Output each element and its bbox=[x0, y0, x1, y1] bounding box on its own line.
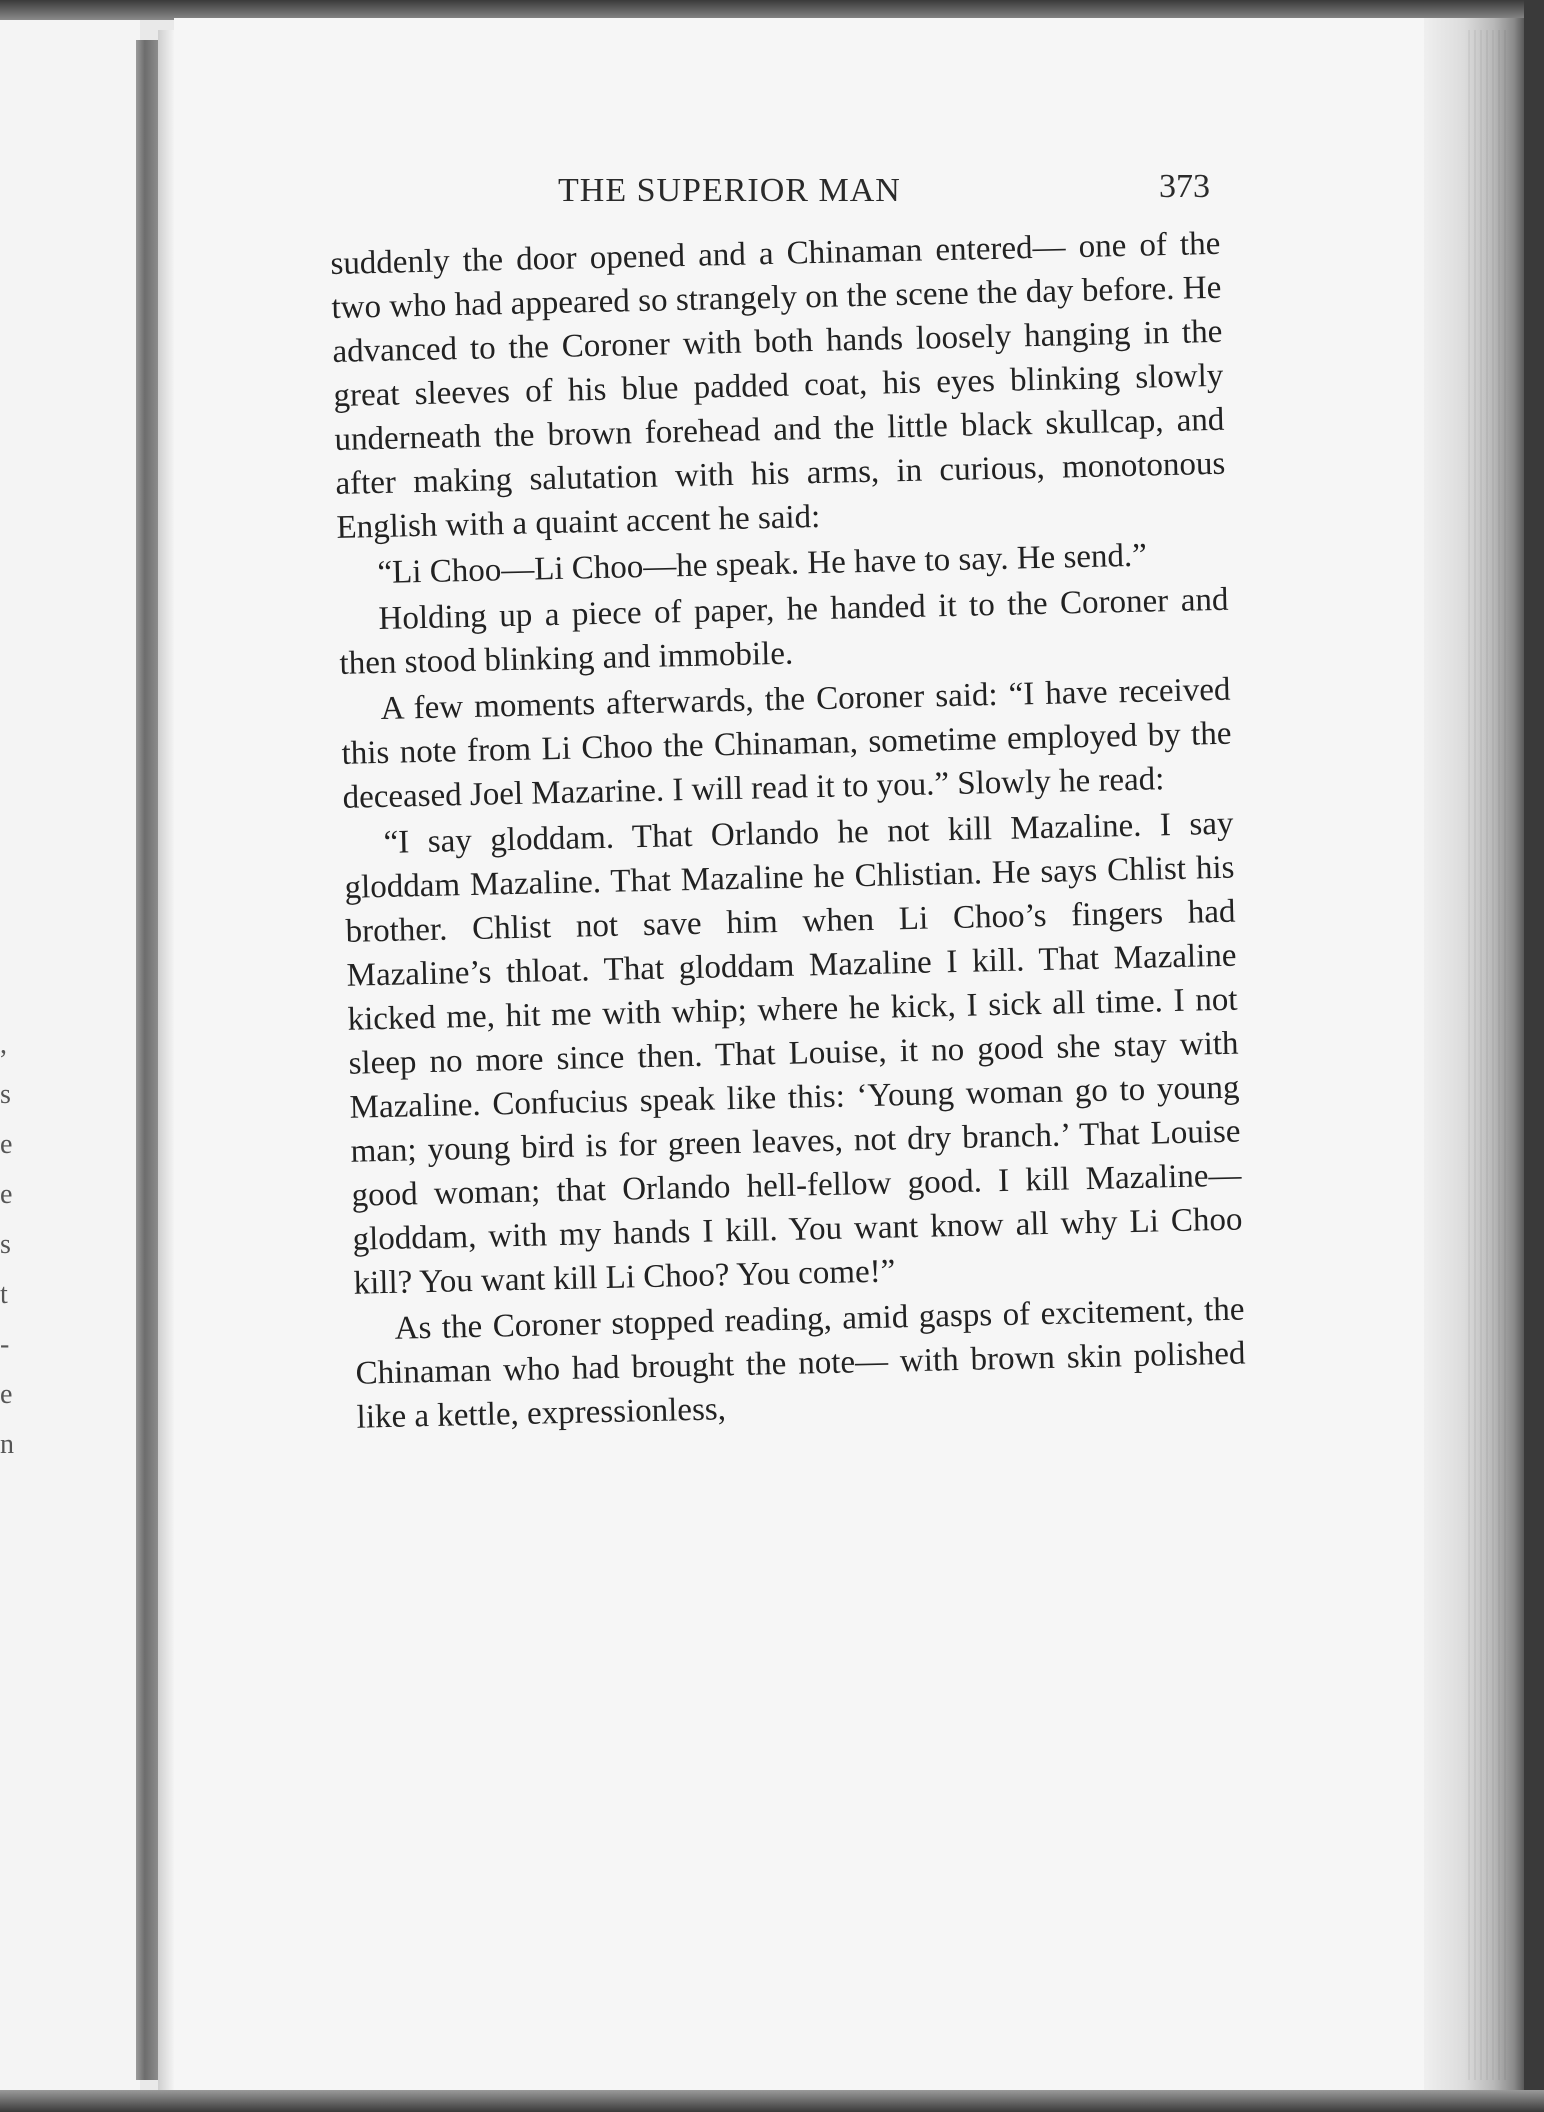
paragraph: “Li Choo—Li Choo—he speak. He have to say. He send.” bbox=[377, 537, 1148, 592]
facing-page-fragment bbox=[0, 1020, 20, 1470]
facing-page-edge bbox=[0, 20, 140, 2090]
running-head bbox=[330, 168, 1210, 212]
fragment-char: s bbox=[0, 1229, 11, 1260]
paragraph: “I say gloddam. That Orlando he not kill Mazaline. I say gloddam Mazaline. That Mazaline he Chlistian. He says Chlist his brother. Chlist not save him when Li Choo’s fingers had Mazaline’s thloat. That gloddam Mazaline I kill. That Mazaline kicked me, hit me with whip; where he kick, I sick all time. I not sleep no more since then. That Louise, it no good she stay with Mazaline. Confucius speak like this: ‘Young woman go to young man; young bird is for green leaves, not dry branch.’ That Louise good woman; that Orlando hell-fellow good. I kill Mazaline— gloddam, with my hands I kill. You want know all why Li Choo kill? You want kill Li Choo? You come!” bbox=[344, 805, 1243, 1302]
fragment-char: - bbox=[0, 1329, 10, 1360]
scan-right-border bbox=[1524, 0, 1544, 2112]
scan-bottom-border bbox=[0, 2090, 1544, 2112]
fragment-char: , bbox=[0, 1029, 7, 1060]
fragment-char: e bbox=[0, 1129, 13, 1160]
running-title: THE SUPERIOR MAN bbox=[558, 172, 901, 209]
fragment-char: s bbox=[0, 1079, 11, 1110]
body-text bbox=[330, 222, 1247, 1442]
paragraph: suddenly the door opened and a Chinaman entered— one of the two who had appeared so strangely on the scene the day before. He advanced to the Coroner with both hands loosely hanging in the great sleeves of his blue padded coat, his eyes blinking slowly underneath the brown forehead and the little black skullcap, and after making salutation with his arms, in curious, monotonous English with a quaint accent he said: bbox=[330, 225, 1226, 546]
book-gutter bbox=[136, 40, 158, 2080]
page-number: 373 bbox=[1159, 168, 1210, 205]
fragment-char: n bbox=[0, 1429, 14, 1460]
paragraph: As the Coroner stopped reading, amid gasps of excitement, the Chinaman who had brought the note— with brown skin polished like a kettle, expressionless, bbox=[355, 1291, 1246, 1436]
gutter-shadow bbox=[158, 30, 174, 2090]
paragraph: A few moments afterwards, the Coroner said: “I have received this note from Li Choo the Chinaman, sometime employed by the deceased Joel Mazarine. I will read it to you.” Slowly he read: bbox=[341, 671, 1232, 816]
paragraph: Holding up a piece of paper, he handed it to the Coroner and then stood blinking and immobile. bbox=[339, 581, 1229, 682]
page-stack-lines bbox=[1468, 30, 1508, 2080]
fragment-char: e bbox=[0, 1179, 13, 1210]
fragment-char: e bbox=[0, 1379, 13, 1410]
scan-top-border bbox=[0, 0, 1544, 20]
fragment-char: t bbox=[0, 1279, 8, 1310]
